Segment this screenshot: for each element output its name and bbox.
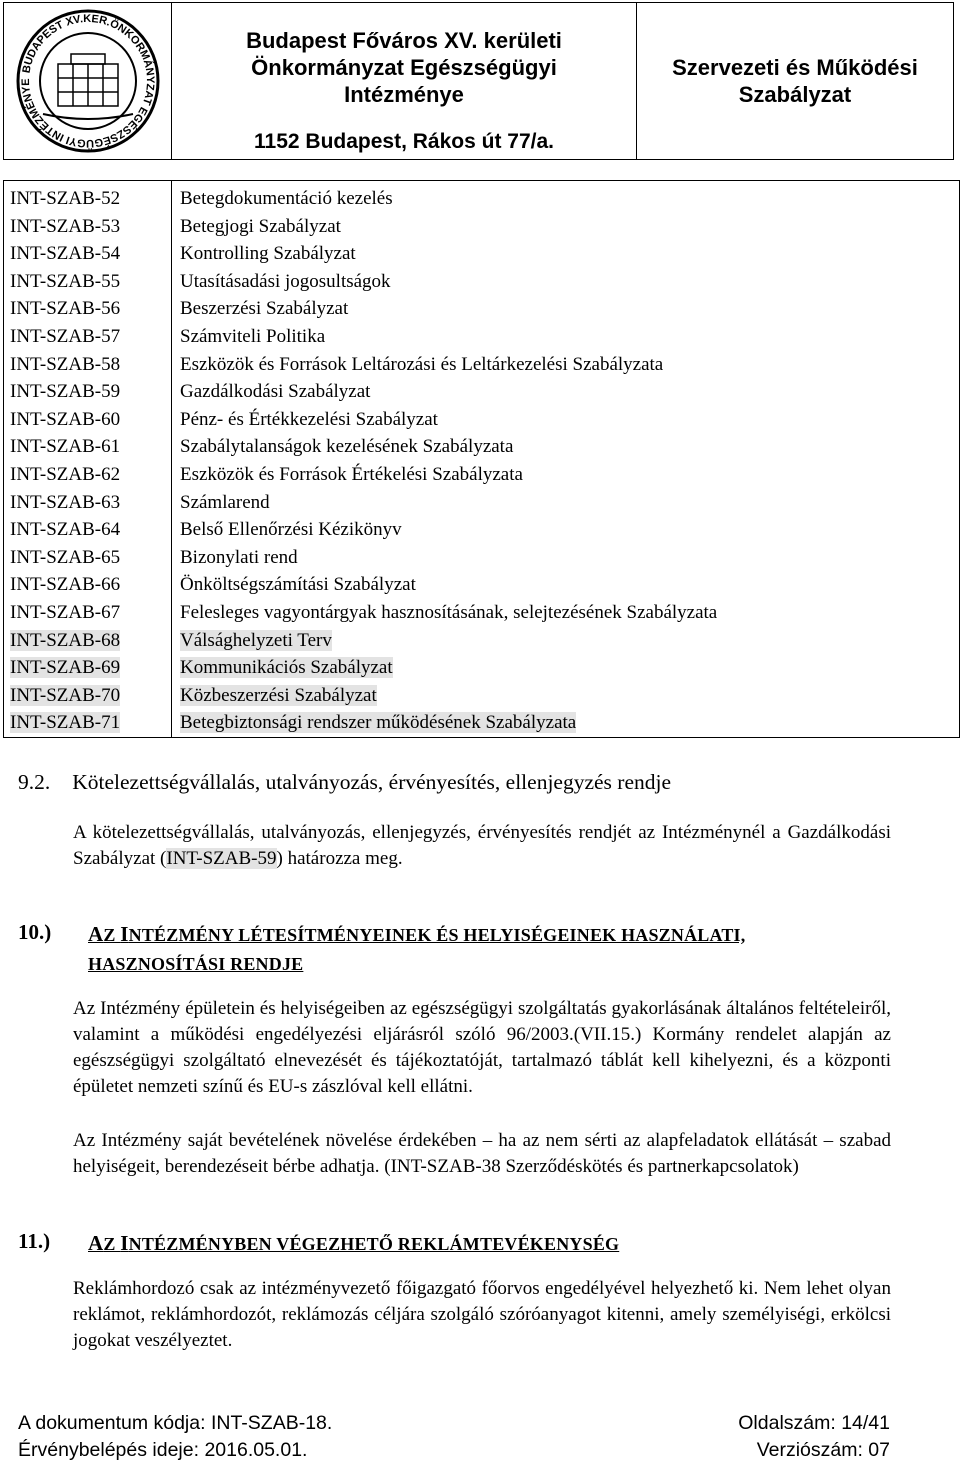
regulation-title: Eszközök és Források Értékelési Szabályzata [180,463,523,485]
regulation-code: INT-SZAB-52 [10,188,121,209]
institution-address: 1152 Budapest, Rákos út 77/a. [254,130,554,153]
regulation-title: Betegdokumentáció kezelés [180,188,393,209]
regulation-code: INT-SZAB-56 [10,298,121,320]
regulation-code: INT-SZAB-61 [10,436,121,458]
regulation-code: INT-SZAB-65 [10,546,121,568]
regulation-code: INT-SZAB-63 [10,491,121,513]
regulation-code: INT-SZAB-68 [10,629,121,651]
regulations-table [3,180,960,738]
regulation-title: Betegbiztonsági rendszer működésének Szabályzata [180,712,577,734]
regulation-title: Válsághelyzeti Terv [180,629,332,651]
regulation-title: Felesleges vagyontárgyak hasznosításának, selejtezésének Szabályzata [180,601,718,623]
document-header [3,2,954,160]
regulation-title: Kontrolling Szabályzat [180,243,356,265]
regulation-titles-column [172,181,960,738]
svg-text:BUDAPEST XV.KER.ÖNKORMÁNYZAT E: BUDAPEST XV.KER.ÖNKORMÁNYZAT EGÉSZSÉGÜGYI INTÉZMÉNYE [19,12,156,150]
regulation-code: INT-SZAB-71 [10,712,121,734]
regulation-code: INT-SZAB-55 [10,270,121,292]
document-code: A dokumentum kódja: INT-SZAB-18. [18,1412,333,1434]
regulation-title: Önköltségszámítási Szabályzat [180,574,416,596]
regulation-title: Belső Ellenőrzési Kézikönyv [180,519,402,541]
chapter-title-continued: HASZNOSÍTÁSI RENDJE [88,954,304,974]
regulation-title: Utasításadási jogosultságok [180,270,391,292]
chapter-title: AZ INTÉZMÉNYBEN VÉGEZHETŐ REKLÁMTEVÉKENYSÉG [88,1231,620,1255]
chapter-paragraph: Az Intézmény saját bevételének növelése érdekében – ha az nem sérti az alapfeladatok ellátását – szabad helyiségeit, berendezéseit bérbe adhatja. (INT-SZAB-38 Szerződéskötés és partnerkapcsolatok) [73,1130,891,1177]
regulation-code: INT-SZAB-57 [10,325,121,347]
regulation-code: INT-SZAB-59 [10,381,121,403]
regulation-code: INT-SZAB-70 [10,684,121,706]
regulation-title: Számviteli Politika [180,325,326,347]
regulation-code: INT-SZAB-58 [10,353,121,375]
regulation-title: Gazdálkodási Szabályzat [180,381,371,403]
section-heading: 9.2. Kötelezettségvállalás, utalványozás, érvényesítés, ellenjegyzés rendje [18,770,672,794]
regulation-title: Pénz- és Értékkezelési Szabályzat [180,408,438,430]
effective-date: Érvénybelépés ideje: 2016.05.01. [18,1439,308,1461]
regulation-code: INT-SZAB-64 [10,519,121,541]
regulation-title: Szabálytalanságok kezelésének Szabályzata [180,436,514,458]
regulation-title: Beszerzési Szabályzat [180,298,349,320]
regulation-title: Bizonylati rend [180,546,298,568]
regulation-title: Közbeszerzési Szabályzat [180,684,377,706]
document-type: Szervezeti és Működési Szabályzat [672,55,918,107]
chapter-paragraph: Reklámhordozó csak az intézményvezető főigazgató főorvos engedélyével helyezhető ki. Nem lehet olyan reklámot, reklámhordozót, reklámozás céljára szolgáló szóróanyagot kitenni, amely személyiségi, erkölcsi jogokat veszélyeztet. [73,1278,891,1351]
header-institution [172,3,637,159]
section-paragraph: A kötelezettségvállalás, utalványozás, ellenjegyzés, érvényesítés rendjét az Intézménynél a Gazdálkodási Szabályzat (INT-SZAB-59) határozza meg. [73,822,891,869]
chapter-paragraph: Az Intézmény épületein és helyiségeiben az egészségügyi szolgáltatás gyakorlásának általános feltételeiről, valamint a működési engedélyezési eljárásról szóló 96/2003.(VII.15.) Kormány rendelet alapján az egészségügyi szolgáltató elnevezését és tájékoztatóját, tartalmazó táblát kell kihelyezni, és a központi épületet nemzeti színű és EU-s zászlóval kell ellátni. [73,998,891,1097]
regulation-title: Betegjogi Szabályzat [180,215,341,237]
institution-name: Budapest Főváros XV. kerületi Önkormányzat Egészségügyi Intézménye [246,28,562,107]
regulation-code: INT-SZAB-54 [10,243,121,265]
chapter-number: 11.) [18,1229,51,1253]
page-number: Oldalszám: 14/41 [738,1412,890,1434]
regulation-title: Kommunikációs Szabályzat [180,657,393,679]
institution-logo [4,3,172,159]
version-number: Verziószám: 07 [756,1439,890,1461]
regulation-code: INT-SZAB-60 [10,408,121,430]
seal-icon [13,6,163,156]
document-footer [18,1410,890,1464]
regulation-code: INT-SZAB-67 [10,601,121,623]
regulation-reference: INT-SZAB-59 [166,848,277,869]
table-row [4,181,960,738]
regulation-code: INT-SZAB-66 [10,574,121,596]
regulation-title: Számlarend [180,491,270,513]
chapter-title: AZ INTÉZMÉNY LÉTESÍTMÉNYEINEK ÉS HELYISÉGEINEK HASZNÁLATI, [88,922,746,946]
regulation-code: INT-SZAB-62 [10,463,121,485]
regulation-code: INT-SZAB-53 [10,215,121,237]
regulation-codes-column [4,181,172,738]
chapter-number: 10.) [18,920,52,944]
regulation-title: Eszközök és Források Leltározási és Leltárkezelési Szabályzata [180,353,664,375]
regulation-code: INT-SZAB-69 [10,657,121,679]
